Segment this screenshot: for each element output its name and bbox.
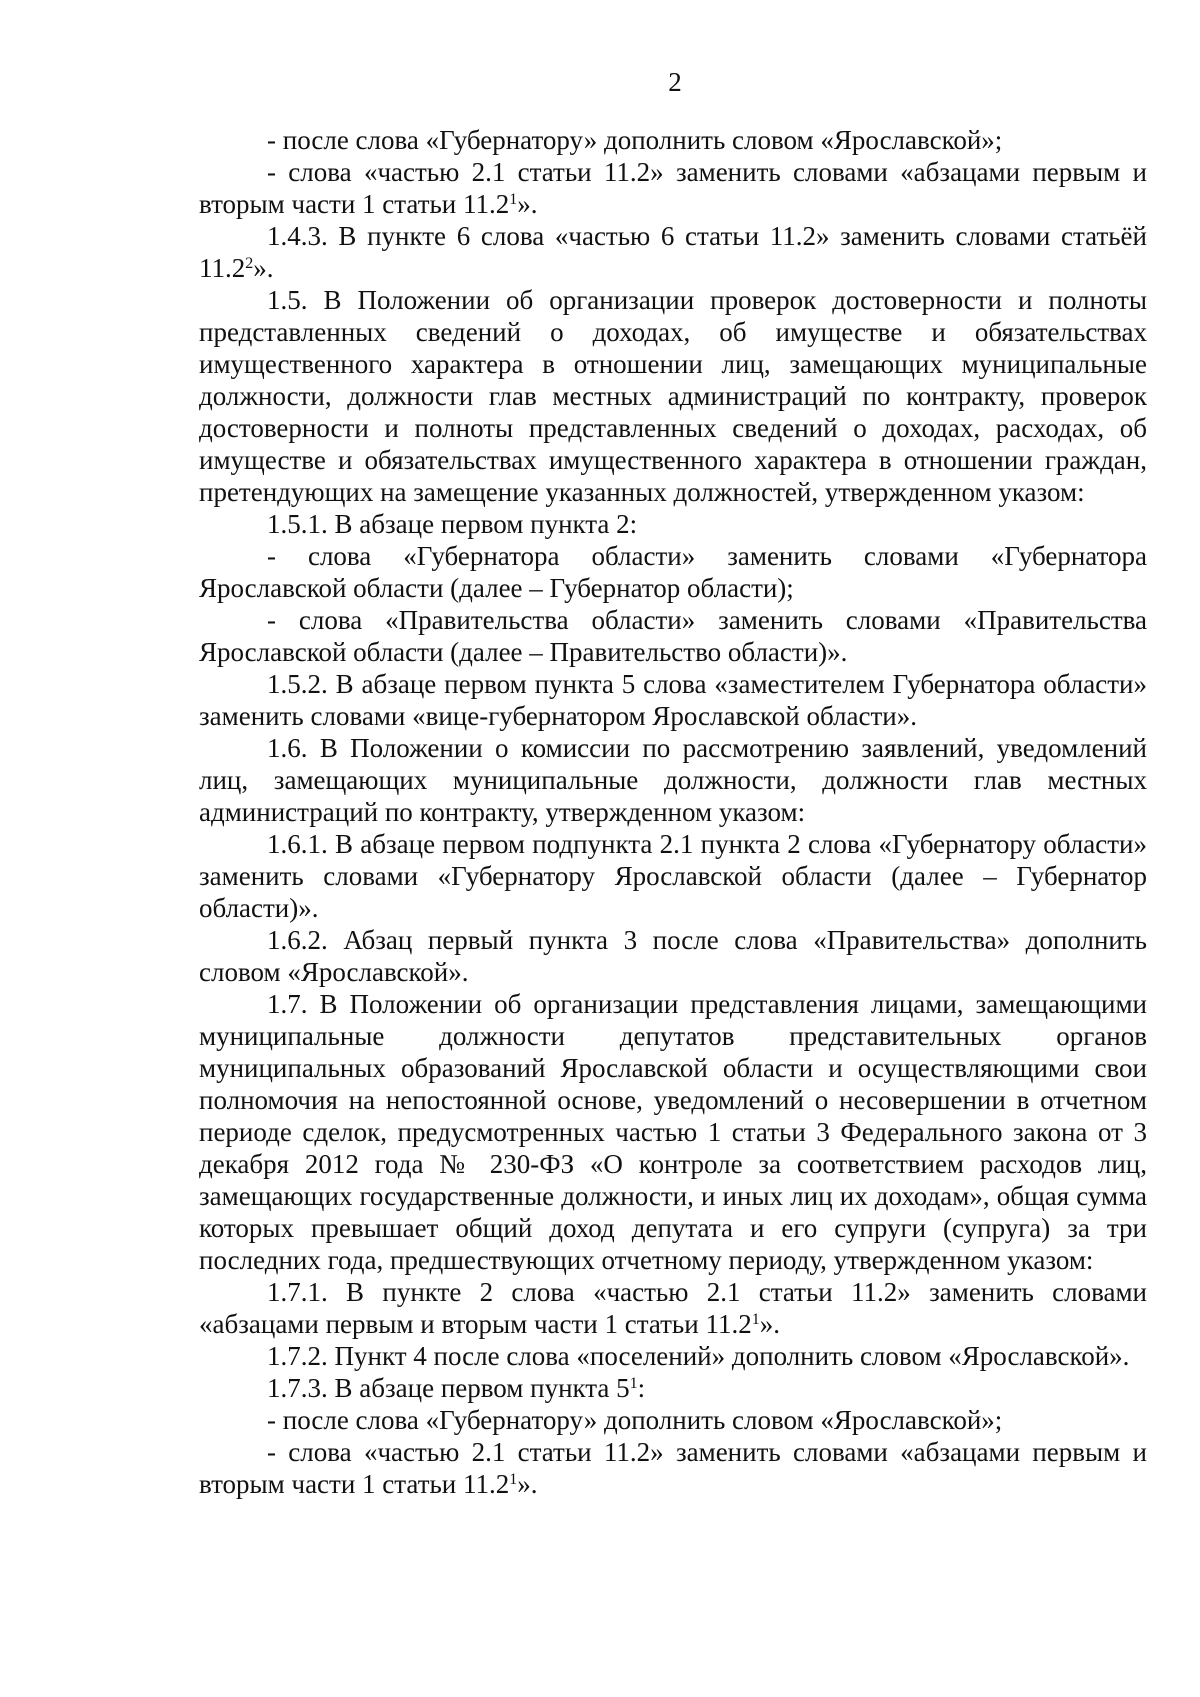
paragraph-9: 1.6. В Положении о комиссии по рассмотрению заявлений, уведомлений лиц, замещающих муниципальные должности, должности глав местных администраций по контракту, утвержденном указом: [199, 733, 1147, 827]
paragraph-2 [199, 156, 1147, 220]
document-body [199, 124, 1147, 1500]
paragraph-17-text: - слова «частью 2.1 статьи 11.2» заменить словами «абзацами первым и вторым части 1 статьи 11.2 [199, 1437, 1147, 1499]
page-number: 2 [668, 67, 682, 97]
paragraph-7: - слова «Правительства области» заменить словами «Правительства Ярославской области (далее – Правительство области)». [199, 605, 1147, 667]
paragraph-13-end: ». [759, 1309, 780, 1339]
paragraph-17-end: ». [517, 1469, 538, 1499]
paragraph-6: - слова «Губернатора области» заменить словами «Губернатора Ярославской области (далее – Губернатор области); [199, 541, 1147, 603]
paragraph-15-end: : [637, 1373, 646, 1403]
paragraph-2-end: ». [517, 189, 538, 219]
paragraph-3-text: 1.4.3. В пункте 6 слова «частью 6 статьи 11.2» заменить словами статьёй 11.2 [199, 221, 1147, 283]
superscript: 2 [245, 255, 254, 272]
paragraph-14: 1.7.2. Пункт 4 после слова «поселений» дополнить словом «Ярославской». [267, 1341, 1130, 1371]
superscript: 1 [751, 1311, 760, 1328]
paragraph-17 [199, 1436, 1147, 1500]
paragraph-16: - после слова «Губернатору» дополнить словом «Ярославской»; [267, 1405, 1003, 1435]
paragraph-10: 1.6.1. В абзаце первом подпункта 2.1 пункта 2 слова «Губернатору области» заменить словами «Губернатору Ярославской области (далее – Губернатор области)». [199, 829, 1147, 923]
superscript: 1 [509, 1471, 518, 1488]
paragraph-3 [199, 220, 1147, 284]
paragraph-4: 1.5. В Положении об организации проверок достоверности и полноты представленных сведений о доходах, об имуществе и обязательствах имущественного характера в отношении лиц, замещающих муниципальные должности, должности глав местных администраций по контракту, проверок достоверности и полноты представленных сведений о доходах, расходах, об имуществе и обязательствах имущественного характера в отношении граждан, претендующих на замещение указанных должностей, утвержденном указом: [199, 285, 1147, 507]
superscript: 1 [629, 1375, 638, 1392]
paragraph-12: 1.7. В Положении об организации представления лицами, замещающими муниципальные должности депутатов представительных органов муниципальных образований Ярославской области и осуществляющими свои полномочия на непостоянной основе, уведомлений о несовершении в отчетном периоде сделок, предусмотренных частью 1 статьи 3 Федерального закона от 3 декабря 2012 года № 230-ФЗ «О контроле за соответствием расходов лиц, замещающих государственные должности, и иных лиц их доходам», общая сумма которых превышает общий доход депутата и его супруги (супруга) за три последних года, предшествующих отчетному периоду, утвержденном указом: [199, 989, 1147, 1275]
paragraph-3-end: ». [253, 253, 274, 283]
paragraph-13-text: 1.7.1. В пункте 2 слова «частью 2.1 статьи 11.2» заменить словами «абзацами первым и вторым части 1 статьи 11.2 [199, 1277, 1147, 1339]
paragraph-1: - после слова «Губернатору» дополнить словом «Ярославской»; [267, 125, 1003, 155]
paragraph-15-text: 1.7.3. В абзаце первом пункта 5 [267, 1373, 630, 1403]
paragraph-2-text: - слова «частью 2.1 статьи 11.2» заменить словами «абзацами первым и вторым части 1 статьи 11.2 [199, 157, 1147, 219]
paragraph-11: 1.6.2. Абзац первый пункта 3 после слова «Правительства» дополнить словом «Ярославской». [199, 925, 1147, 987]
superscript: 1 [509, 191, 518, 208]
paragraph-15 [199, 1372, 1147, 1404]
paragraph-13 [199, 1276, 1147, 1340]
paragraph-8: 1.5.2. В абзаце первом пункта 5 слова «заместителем Губернатора области» заменить словами «вице-губернатором Ярославской области». [199, 669, 1147, 731]
paragraph-5: 1.5.1. В абзаце первом пункта 2: [267, 509, 638, 539]
